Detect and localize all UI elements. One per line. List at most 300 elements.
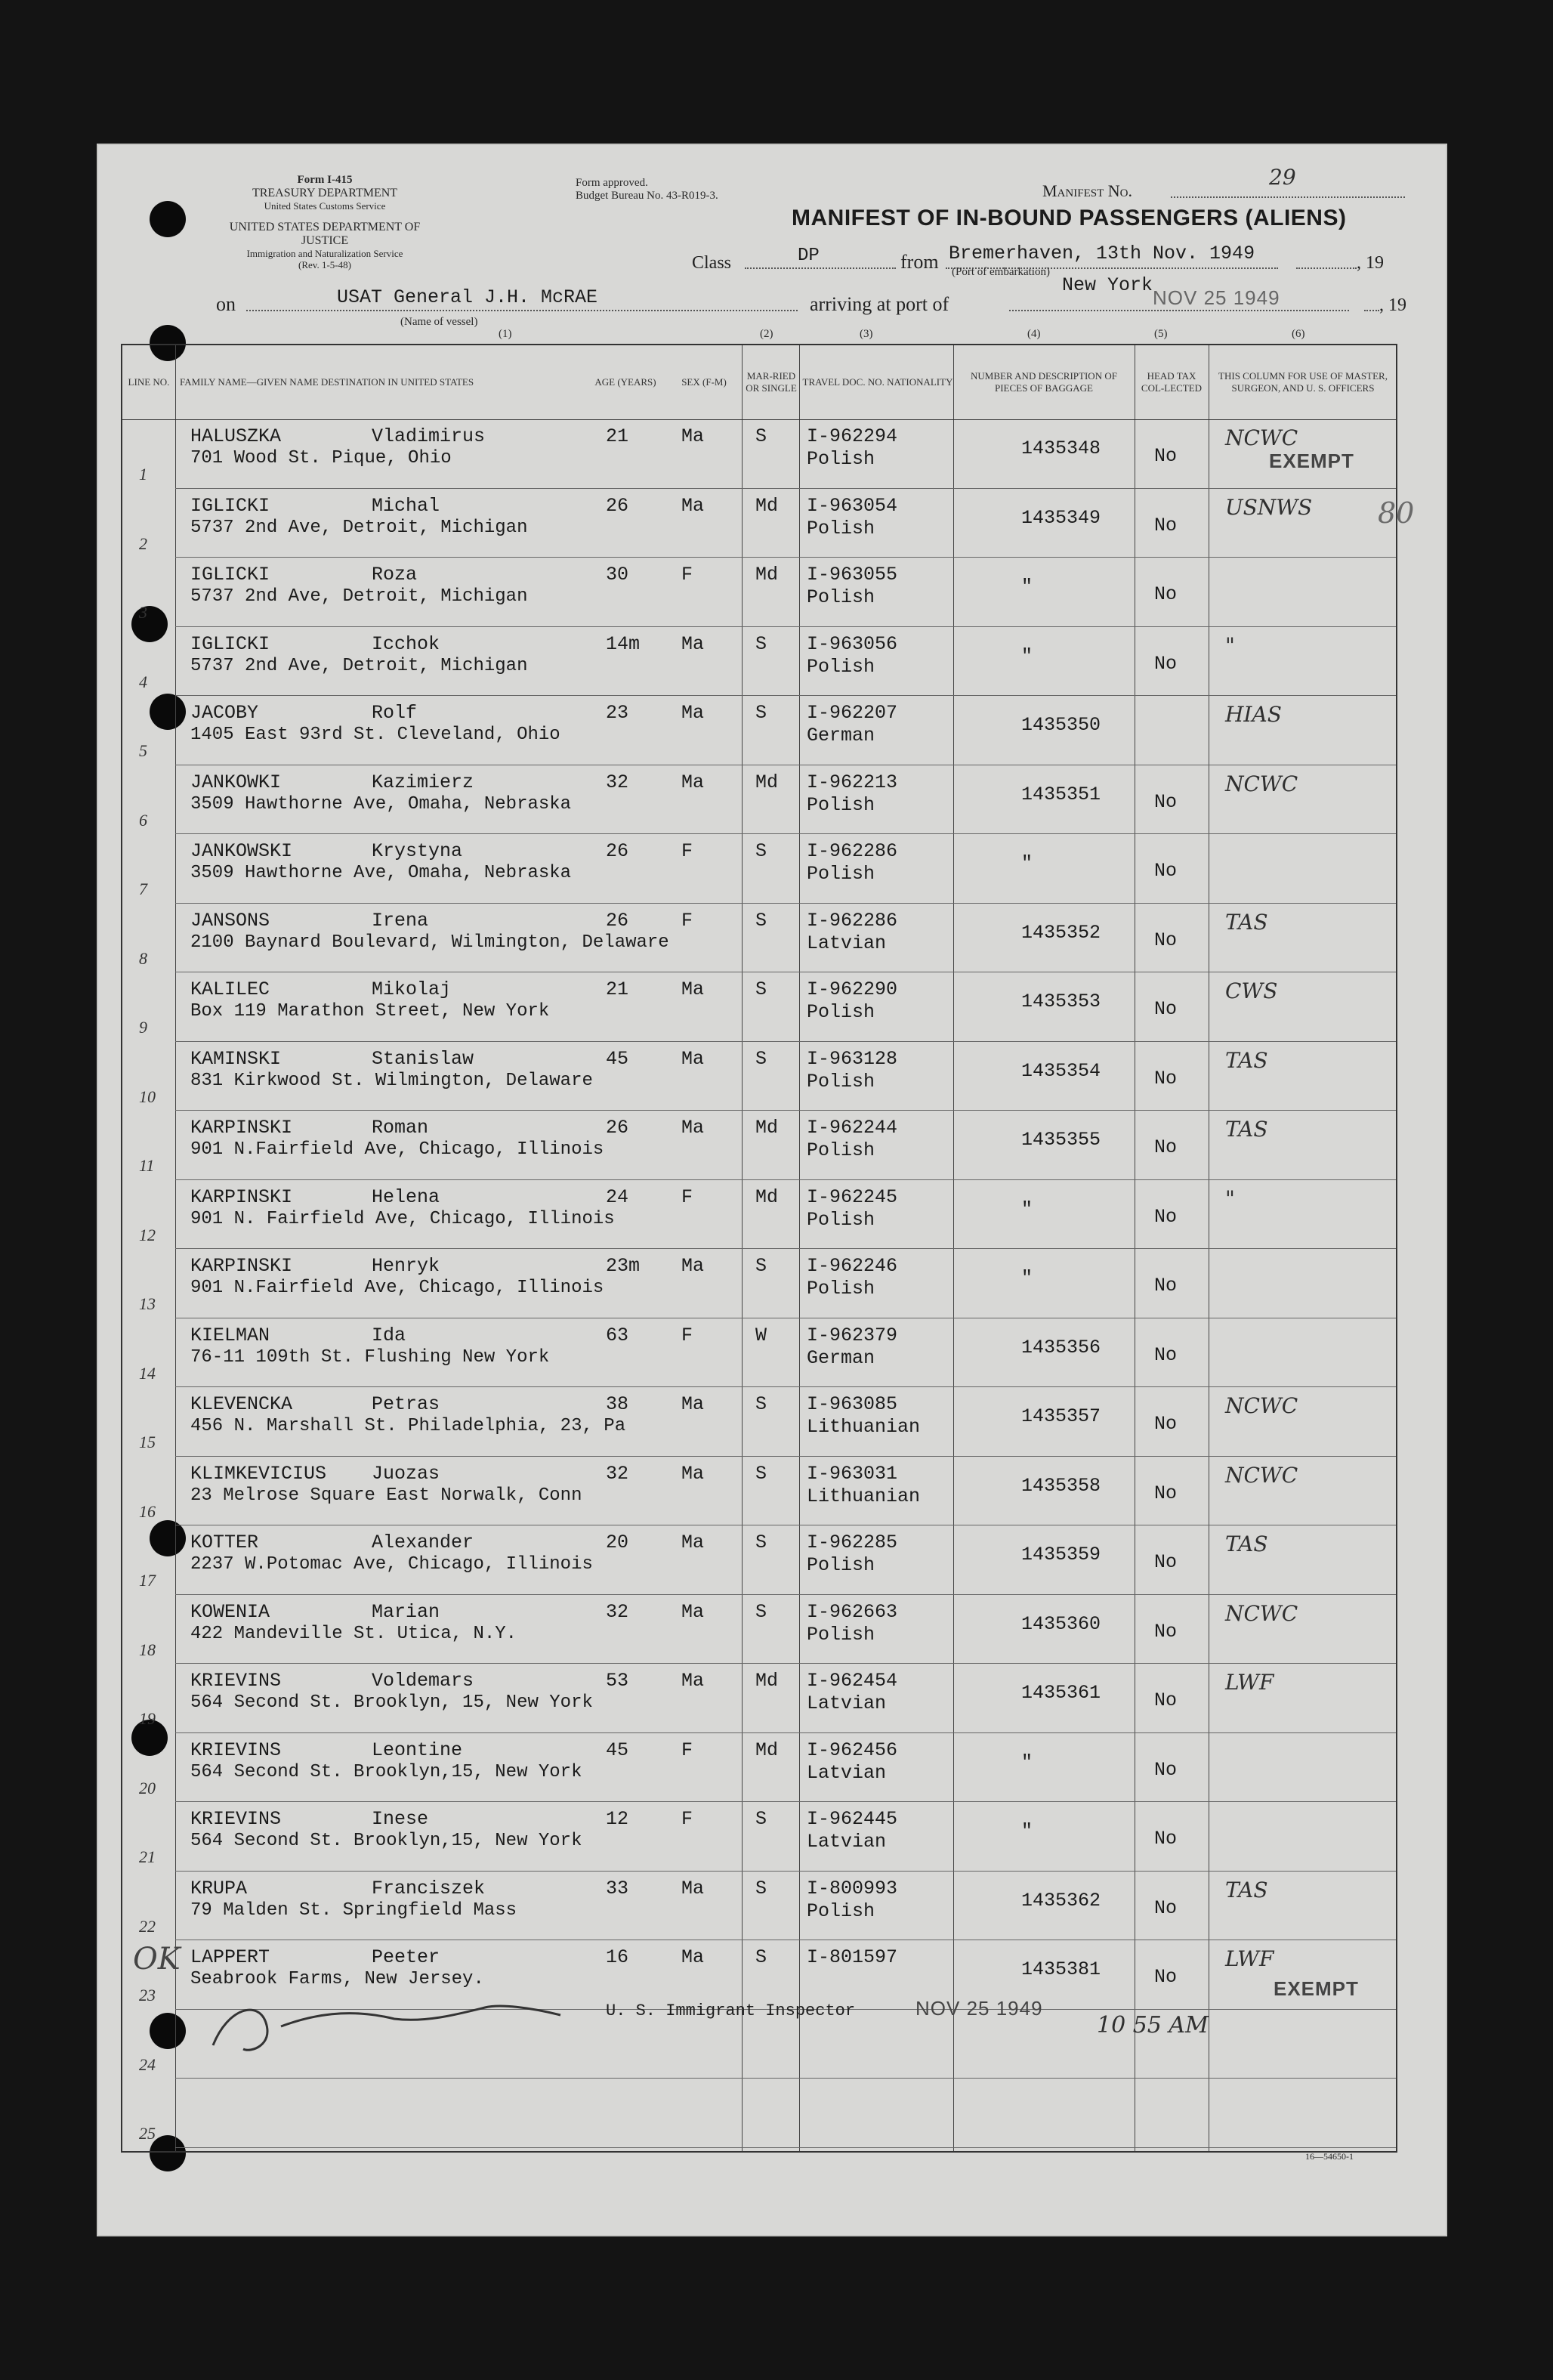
table-row <box>122 2079 1396 2147</box>
marital-status: S <box>755 1532 767 1553</box>
col-num-6: (6) <box>1292 328 1305 340</box>
given-name: Henryk <box>372 1255 440 1277</box>
baggage: " <box>1021 1267 1033 1289</box>
destination: Box 119 Marathon Street, New York <box>190 1001 550 1022</box>
travel-doc-number: I-962286 <box>807 840 898 862</box>
manifest-number: 29 <box>1269 165 1296 190</box>
line-number: 5 <box>139 741 147 760</box>
budget-bureau: Budget Bureau No. 43-R019-3. <box>576 190 718 202</box>
age: 20 <box>606 1532 629 1553</box>
given-name: Roza <box>372 564 418 586</box>
class-from-line <box>692 239 1417 274</box>
baggage: 1435358 <box>1021 1474 1101 1497</box>
sex: Ma <box>681 1117 705 1139</box>
sex: F <box>681 840 693 862</box>
marital-status: W <box>755 1324 767 1346</box>
arrival-port: New York <box>1062 274 1153 296</box>
travel-doc-number: I-963056 <box>807 632 898 655</box>
age: 14m <box>606 632 641 655</box>
marital-status: S <box>755 632 767 655</box>
table-row <box>122 696 1396 764</box>
head-tax: No <box>1154 1758 1178 1781</box>
age: 38 <box>606 1393 629 1415</box>
line-number: 16 <box>139 1501 156 1521</box>
given-name: Michal <box>372 494 440 517</box>
baggage: 1435353 <box>1021 991 1101 1012</box>
nationality: Polish <box>807 586 875 608</box>
exempt-stamp: EXEMPT <box>1274 1977 1359 2000</box>
baggage: 1435349 <box>1021 506 1101 529</box>
line-number: 18 <box>139 1640 156 1659</box>
family-name: KRIEVINS <box>190 1808 282 1830</box>
nationality: Polish <box>807 793 875 816</box>
baggage: " <box>1021 1198 1033 1220</box>
age: 16 <box>606 1946 629 1968</box>
age: 26 <box>606 909 629 932</box>
destination: 1405 East 93rd St. Cleveland, Ohio <box>190 725 560 745</box>
sex: Ma <box>681 771 705 793</box>
table-row <box>122 1249 1396 1317</box>
inspector-label: U. S. Immigrant Inspector <box>606 2001 856 2020</box>
family-name: KIELMAN <box>190 1324 270 1346</box>
table-row <box>122 1595 1396 1663</box>
travel-doc-number: I-963085 <box>807 1393 898 1415</box>
family-name: KLIMKEVICIUS <box>190 1462 327 1485</box>
sex: Ma <box>681 1600 705 1623</box>
justice-block <box>211 221 438 271</box>
marital-status: Md <box>755 1117 779 1139</box>
col-num-3: (3) <box>860 328 873 340</box>
officer-note: TAS <box>1225 1877 1268 1902</box>
given-name: Alexander <box>372 1532 474 1553</box>
destination: 3509 Hawthorne Ave, Omaha, Nebraska <box>190 863 572 883</box>
family-name: LAPPERT <box>190 1946 270 1968</box>
nationality: German <box>807 725 875 746</box>
table-row <box>122 972 1396 1040</box>
destination: Seabrook Farms, New Jersey. <box>190 1969 484 1989</box>
baggage: 1435359 <box>1021 1544 1101 1566</box>
form-number: Form I-415 <box>297 174 353 186</box>
inspector-date-stamp: NOV 25 1949 <box>915 1997 1043 2020</box>
given-name: Voldemars <box>372 1670 474 1692</box>
age: 23 <box>606 702 629 724</box>
marital-status: S <box>755 840 767 862</box>
given-name: Rolf <box>372 702 418 724</box>
table-row <box>122 1387 1396 1455</box>
officer-note: USNWS <box>1225 494 1313 520</box>
table-row <box>122 1318 1396 1386</box>
marital-status: S <box>755 1600 767 1623</box>
exempt-stamp: EXEMPT <box>1269 450 1354 472</box>
sex: Ma <box>681 702 705 724</box>
baggage: " <box>1021 852 1033 874</box>
form-header-block <box>211 174 438 212</box>
line-number: 10 <box>139 1086 156 1106</box>
header-line-no: LINE NO. <box>128 376 170 388</box>
officer-note: NCWC <box>1225 1393 1298 1418</box>
nationality: Polish <box>807 448 875 470</box>
class-value: DP <box>798 246 820 266</box>
travel-doc-number: I-962286 <box>807 909 898 932</box>
head-tax: No <box>1154 1067 1178 1090</box>
age: 32 <box>606 1600 629 1623</box>
on-label: on <box>216 293 236 315</box>
header-baggage: NUMBER AND DESCRIPTION OF PIECES OF BAGGAGE <box>971 369 1117 394</box>
family-name: IGLICKI <box>190 564 270 586</box>
destination: 901 N. Fairfield Ave, Chicago, Illinois <box>190 1208 615 1229</box>
travel-doc-number: I-962379 <box>807 1324 898 1346</box>
officer-note: LWF <box>1225 1946 1274 1971</box>
travel-doc-number: I-963054 <box>807 494 898 517</box>
family-name: KARPINSKI <box>190 1185 293 1208</box>
table-row <box>122 1042 1396 1110</box>
punch-hole <box>150 201 186 237</box>
nationality: Polish <box>807 1208 875 1231</box>
inspector-time: 10 55 AM <box>1097 2012 1209 2038</box>
table-row <box>122 558 1396 626</box>
marital-status: S <box>755 909 767 932</box>
line-number: 21 <box>139 1847 156 1866</box>
destination: 564 Second St. Brooklyn,15, New York <box>190 1761 582 1782</box>
officer-note: NCWC <box>1225 1462 1298 1488</box>
officer-note: TAS <box>1225 1117 1268 1142</box>
marital-status: S <box>755 1047 767 1070</box>
age: 32 <box>606 1462 629 1485</box>
age: 63 <box>606 1324 629 1346</box>
destination: 5737 2nd Ave, Detroit, Michigan <box>190 517 528 538</box>
line-number: 6 <box>139 810 147 830</box>
head-tax: No <box>1154 1136 1178 1158</box>
officer-note: TAS <box>1225 1532 1268 1556</box>
nationality: Polish <box>807 1899 875 1922</box>
treasury-dept: TREASURY DEPARTMENT <box>252 187 398 200</box>
family-name: IGLICKI <box>190 494 270 517</box>
destination: 2237 W.Potomac Ave, Chicago, Illinois <box>190 1554 593 1575</box>
marital-status: S <box>755 1946 767 1968</box>
marital-status: S <box>755 1393 767 1415</box>
sex: Ma <box>681 1255 705 1277</box>
line-number: 2 <box>139 533 147 553</box>
table-row <box>122 1525 1396 1593</box>
head-tax: No <box>1154 1689 1178 1711</box>
destination: 422 Mandeville St. Utica, N.Y. <box>190 1623 517 1644</box>
header-travel-doc: TRAVEL DOC. NO. NATIONALITY <box>802 376 953 388</box>
officer-note: " <box>1225 1185 1235 1211</box>
table-row <box>122 1664 1396 1732</box>
travel-doc-number: I-963031 <box>807 1462 898 1485</box>
baggage: " <box>1021 644 1033 667</box>
baggage: " <box>1021 1751 1033 1773</box>
sex: F <box>681 1739 693 1761</box>
given-name: Marian <box>372 1600 440 1623</box>
given-name: Leontine <box>372 1739 463 1761</box>
head-tax: No <box>1154 998 1178 1020</box>
head-tax: No <box>1154 1620 1178 1643</box>
line-number: 14 <box>139 1363 156 1383</box>
destination: 901 N.Fairfield Ave, Chicago, Illinois <box>190 1278 604 1298</box>
family-name: KARPINSKI <box>190 1255 293 1277</box>
travel-doc-number: I-962207 <box>807 702 898 724</box>
destination: 701 Wood St. Pique, Ohio <box>190 448 452 468</box>
nationality: Latvian <box>807 1831 887 1853</box>
baggage: 1435348 <box>1021 437 1101 459</box>
age: 45 <box>606 1739 629 1761</box>
head-tax: No <box>1154 652 1178 675</box>
vessel-caption: (Name of vessel) <box>400 316 478 328</box>
marital-status: Md <box>755 494 779 517</box>
destination: 5737 2nd Ave, Detroit, Michigan <box>190 655 528 676</box>
marital-status: S <box>755 1462 767 1485</box>
age: 45 <box>606 1047 629 1070</box>
age: 32 <box>606 771 629 793</box>
customs-service: United States Customs Service <box>264 199 386 212</box>
age: 26 <box>606 494 629 517</box>
age: 24 <box>606 1185 629 1208</box>
nationality: Latvian <box>807 1692 887 1714</box>
arrival-date-stamp: NOV 25 1949 <box>1153 286 1280 309</box>
family-name: KRIEVINS <box>190 1739 282 1761</box>
destination: 901 N.Fairfield Ave, Chicago, Illinois <box>190 1139 604 1160</box>
head-tax: No <box>1154 1482 1178 1504</box>
head-tax: No <box>1154 929 1178 951</box>
given-name: Mikolaj <box>372 978 452 1000</box>
family-name: JANKOWKI <box>190 771 282 793</box>
officer-note: LWF <box>1225 1670 1274 1695</box>
given-name: Helena <box>372 1185 440 1208</box>
officer-note: TAS <box>1225 909 1268 935</box>
line-number: 17 <box>139 1571 156 1590</box>
line-number: 9 <box>139 1018 147 1037</box>
header-name-destination: FAMILY NAME—GIVEN NAME DESTINATION IN UNITED STATES <box>180 376 474 388</box>
baggage: 1435351 <box>1021 783 1101 805</box>
age: 26 <box>606 1117 629 1139</box>
head-tax: No <box>1154 790 1178 813</box>
nationality: Polish <box>807 863 875 885</box>
travel-doc-number: I-962244 <box>807 1117 898 1139</box>
line-number: 8 <box>139 948 147 968</box>
line-number: 15 <box>139 1433 156 1451</box>
head-tax: No <box>1154 583 1178 605</box>
table-row <box>122 1802 1396 1870</box>
family-name: JANKOWSKI <box>190 840 293 862</box>
family-name: KRIEVINS <box>190 1670 282 1692</box>
col-num-1: (1) <box>499 328 512 340</box>
given-name: Vladimirus <box>372 425 486 447</box>
marital-status: S <box>755 1877 767 1899</box>
given-name: Juozas <box>372 1462 440 1485</box>
age: 33 <box>606 1877 629 1899</box>
destination: 564 Second St. Brooklyn, 15, New York <box>190 1692 593 1713</box>
line-number: 3 <box>139 603 147 622</box>
nationality: Polish <box>807 1623 875 1646</box>
travel-doc-number: I-962456 <box>807 1739 898 1761</box>
marital-status: Md <box>755 1739 779 1761</box>
line-number: 22 <box>139 1916 156 1936</box>
margin-ok-note: OK <box>133 1942 181 1977</box>
manifest-number-line <box>1042 165 1405 201</box>
given-name: Stanislaw <box>372 1047 474 1070</box>
travel-doc-number: I-962246 <box>807 1255 898 1277</box>
header-age: AGE (YEARS) <box>594 376 656 388</box>
sex: Ma <box>681 1462 705 1485</box>
sex: Ma <box>681 1532 705 1553</box>
baggage: 1435350 <box>1021 714 1101 736</box>
age: 53 <box>606 1670 629 1692</box>
travel-doc-number: I-962445 <box>807 1808 898 1830</box>
sex: F <box>681 564 693 586</box>
baggage: 1435362 <box>1021 1889 1101 1912</box>
baggage: 1435360 <box>1021 1612 1101 1635</box>
officer-note: CWS <box>1225 978 1278 1003</box>
row-rule <box>175 2147 1396 2148</box>
given-name: Peeter <box>372 1946 440 1968</box>
travel-doc-number: I-962294 <box>807 425 898 447</box>
age: 26 <box>606 840 629 862</box>
nationality: Polish <box>807 1139 875 1161</box>
officer-note: NCWC <box>1225 425 1298 450</box>
officer-note: HIAS <box>1225 702 1282 727</box>
header-head-tax: HEAD TAX COL-LECTED <box>1141 369 1203 394</box>
marital-status: S <box>755 702 767 724</box>
given-name: Petras <box>372 1393 440 1415</box>
arriving-label: arriving at port of <box>810 293 949 315</box>
approval-block <box>576 177 802 203</box>
line-number: 12 <box>139 1225 156 1244</box>
head-tax: No <box>1154 1551 1178 1573</box>
line-number: 23 <box>139 1986 156 2004</box>
line-number: 4 <box>139 672 147 691</box>
family-name: JANSONS <box>190 909 270 932</box>
sex: Ma <box>681 494 705 517</box>
manifest-title: MANIFEST OF IN-BOUND PASSENGERS (ALIENS) <box>792 206 1347 230</box>
sex: F <box>681 1808 693 1830</box>
destination: 3509 Hawthorne Ave, Omaha, Nebraska <box>190 793 572 814</box>
head-tax: No <box>1154 514 1178 536</box>
age: 21 <box>606 978 629 1000</box>
line-number: 11 <box>139 1156 155 1175</box>
marital-status: Md <box>755 771 779 793</box>
baggage: 1435355 <box>1021 1129 1101 1151</box>
table-row <box>122 1872 1396 1940</box>
sex: F <box>681 909 693 932</box>
nationality: Lithuanian <box>807 1416 921 1438</box>
age: 12 <box>606 1808 629 1830</box>
line-number: 25 <box>139 2124 156 2143</box>
destination: 76-11 109th St. Flushing New York <box>190 1346 550 1368</box>
officer-note: " <box>1225 632 1235 658</box>
travel-doc-number: I-963055 <box>807 564 898 586</box>
travel-doc-number: I-962245 <box>807 1185 898 1208</box>
justice-dept: UNITED STATES DEPARTMENT OF JUSTICE <box>229 221 421 248</box>
header-officers-use: THIS COLUMN FOR USE OF MASTER, SURGEON, AND U. S. OFFICERS <box>1218 369 1388 394</box>
travel-doc-number: I-962290 <box>807 978 898 1000</box>
marital-status: Md <box>755 564 779 586</box>
year-suffix: , 19 <box>1379 295 1406 315</box>
marital-status: S <box>755 425 767 447</box>
age: 21 <box>606 425 629 447</box>
head-tax: No <box>1154 860 1178 882</box>
nationality: Polish <box>807 1554 875 1576</box>
travel-doc-number: I-962285 <box>807 1532 898 1553</box>
table-row <box>122 834 1396 902</box>
line-number: 20 <box>139 1778 156 1797</box>
vessel-name: USAT General J.H. McRAE <box>337 286 598 308</box>
travel-doc-number: I-963128 <box>807 1047 898 1070</box>
travel-doc-number: I-800993 <box>807 1877 898 1899</box>
destination: 564 Second St. Brooklyn,15, New York <box>190 1831 582 1851</box>
table-row <box>122 1111 1396 1179</box>
given-name: Irena <box>372 909 429 932</box>
form-revision: (Rev. 1-5-48) <box>298 258 351 270</box>
ins-service: Immigration and Naturalization Service <box>246 247 403 259</box>
travel-doc-number: I-962663 <box>807 1600 898 1623</box>
family-name: KALILEC <box>190 978 270 1000</box>
sex: Ma <box>681 425 705 447</box>
sex: Ma <box>681 1047 705 1070</box>
sex: Ma <box>681 1877 705 1899</box>
table-row <box>122 904 1396 972</box>
sex: Ma <box>681 1393 705 1415</box>
family-name: KAMINSKI <box>190 1047 282 1070</box>
baggage: 1435352 <box>1021 921 1101 944</box>
sex: Ma <box>681 1946 705 1968</box>
travel-doc-number: I-801597 <box>807 1946 898 1968</box>
given-name: Inese <box>372 1808 429 1830</box>
sex: F <box>681 1324 693 1346</box>
family-name: IGLICKI <box>190 632 270 655</box>
head-tax: No <box>1154 1275 1178 1297</box>
col-num-2: (2) <box>760 328 773 340</box>
nationality: Polish <box>807 1070 875 1093</box>
vessel-line <box>216 274 1417 317</box>
nationality: Latvian <box>807 1761 887 1784</box>
destination: 79 Malden St. Springfield Mass <box>190 1899 517 1921</box>
age: 23m <box>606 1255 641 1277</box>
class-label: Class <box>692 253 732 273</box>
marital-status: Md <box>755 1185 779 1208</box>
line-number: 24 <box>139 2054 156 2074</box>
family-name: HALUSZKA <box>190 425 282 447</box>
table-row <box>122 765 1396 833</box>
port-embarkation-caption: (Port of embarkation) <box>952 266 1050 278</box>
table-row <box>122 1457 1396 1525</box>
destination: 456 N. Marshall St. Philadelphia, 23, Pa <box>190 1416 626 1436</box>
marital-status: S <box>755 1808 767 1830</box>
baggage: 1435356 <box>1021 1336 1101 1358</box>
nationality: Polish <box>807 1278 875 1300</box>
manifest-table <box>121 344 1415 2153</box>
head-tax: No <box>1154 1828 1178 1850</box>
print-code: 16—54650-1 <box>1305 2151 1354 2162</box>
destination: 23 Melrose Square East Norwalk, Conn <box>190 1485 582 1506</box>
margin-number: 80 <box>1378 496 1415 530</box>
manifest-label: Manifest No. <box>1042 181 1132 200</box>
sex: F <box>681 1185 693 1208</box>
head-tax: No <box>1154 1413 1178 1435</box>
line-number: 7 <box>139 879 147 898</box>
given-name: Ida <box>372 1324 406 1346</box>
travel-doc-number: I-962454 <box>807 1670 898 1692</box>
from-label: from <box>900 251 939 273</box>
family-name: KOWENIA <box>190 1600 270 1623</box>
age: 30 <box>606 564 629 586</box>
col-num-5: (5) <box>1154 328 1168 340</box>
line-number: 13 <box>139 1294 156 1313</box>
sex: Ma <box>681 978 705 1000</box>
line-number: 1 <box>139 465 147 484</box>
officer-note: NCWC <box>1225 1600 1298 1626</box>
head-tax: No <box>1154 1896 1178 1919</box>
